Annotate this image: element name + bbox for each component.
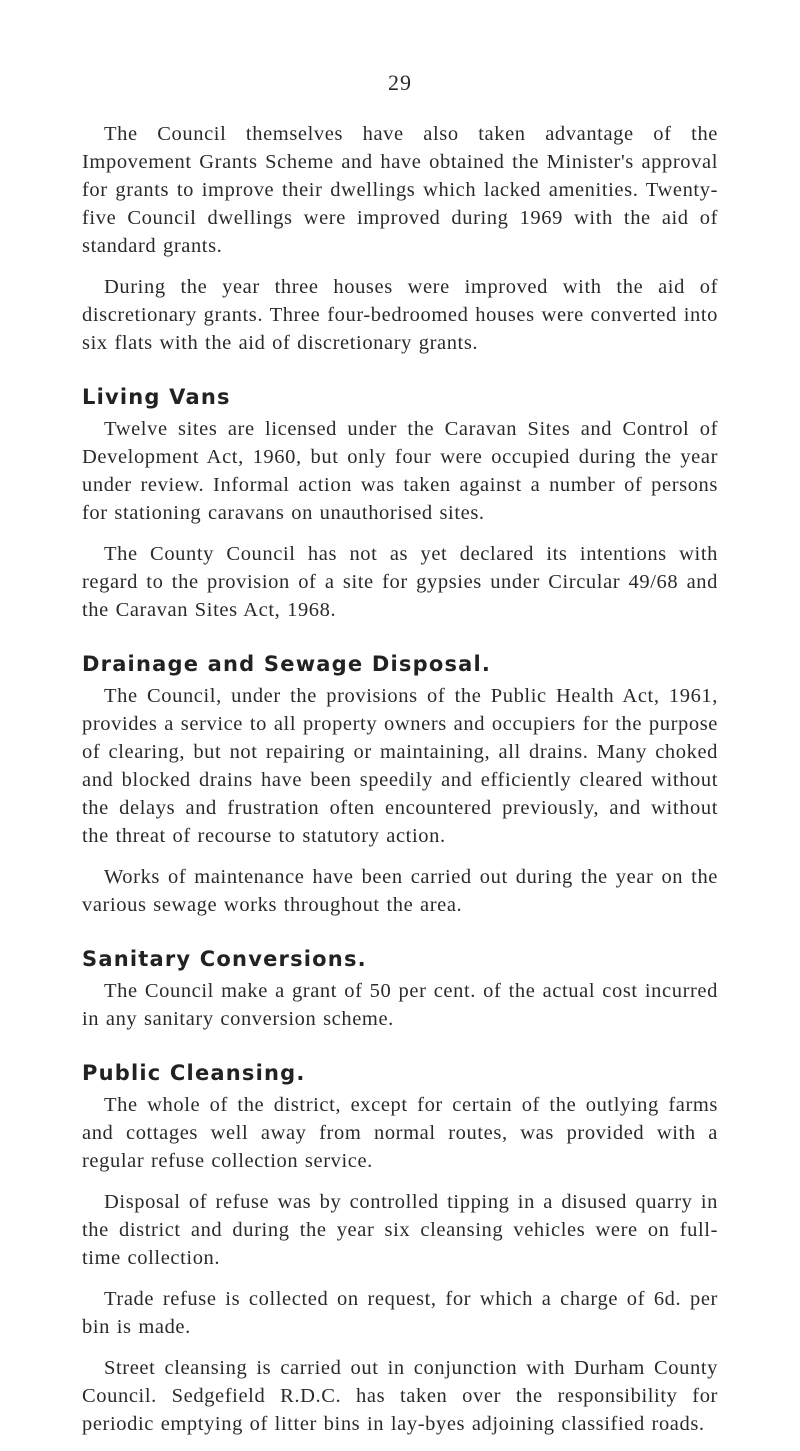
section-drainage-sewage: [82, 652, 718, 919]
page-number: 29: [388, 70, 412, 95]
section-heading: Drainage and Sewage Disposal.: [82, 652, 492, 676]
paragraph: The Council, under the provisions of the Public Health Act, 1961, provides a service to all property owners and occupiers for the purpose of clearing, but not repairing or maintaining, all drains. Many choked and blocked drains have been speedily and efficiently cleared without the delays and frustration often encountered previously, and without the threat of recourse to statutory action.: [82, 685, 718, 847]
section-heading: Sanitary Conversions.: [82, 947, 367, 971]
paragraph: The Council themselves have also taken advantage of the Impovement Grants Scheme and have obtained the Minister's approval for grants to improve their dwellings which lacked amenities. Twenty-five Council dwellings were improved during 1969 with the aid of standard grants.: [82, 123, 718, 257]
paragraph: During the year three houses were improved with the aid of discretionary grants. Three four-bedroomed houses were converted into six flats with the aid of discretionary grants.: [82, 276, 718, 354]
paragraph: Trade refuse is collected on request, for which a charge of 6d. per bin is made.: [82, 1288, 718, 1338]
paragraph: Disposal of refuse was by controlled tipping in a disused quarry in the district and during the year six cleansing vehicles were on full-time collection.: [82, 1191, 718, 1269]
document-body: [82, 120, 718, 1451]
paragraph: Street cleansing is carried out in conjunction with Durham County Council. Sedgefield R.D.C. has taken over the responsibility for periodic emptying of litter bins in lay-byes adjoining classified roads.: [82, 1357, 718, 1435]
section-public-cleansing: [82, 1061, 718, 1438]
section-heading: Living Vans: [82, 385, 231, 409]
section-heading: Public Cleansing.: [82, 1061, 306, 1085]
paragraph: The County Council has not as yet declared its intentions with regard to the provision of a site for gypsies under Circular 49/68 and the Caravan Sites Act, 1968.: [82, 543, 718, 621]
section-living-vans: [82, 385, 718, 624]
section-improvement-grants: [82, 120, 718, 357]
paragraph: Twelve sites are licensed under the Caravan Sites and Control of Development Act, 1960, but only four were occupied during the year under review. Informal action was taken against a number of persons for stationing caravans on unauthorised sites.: [82, 418, 718, 524]
section-sanitary-conversions: [82, 947, 718, 1033]
paragraph: The whole of the district, except for certain of the outlying farms and cottages well away from normal routes, was provided with a regular refuse collection service.: [82, 1094, 718, 1172]
paragraph: The Council make a grant of 50 per cent. of the actual cost incurred in any sanitary conversion scheme.: [82, 980, 718, 1030]
paragraph: Works of maintenance have been carried out during the year on the various sewage works throughout the area.: [82, 866, 718, 916]
